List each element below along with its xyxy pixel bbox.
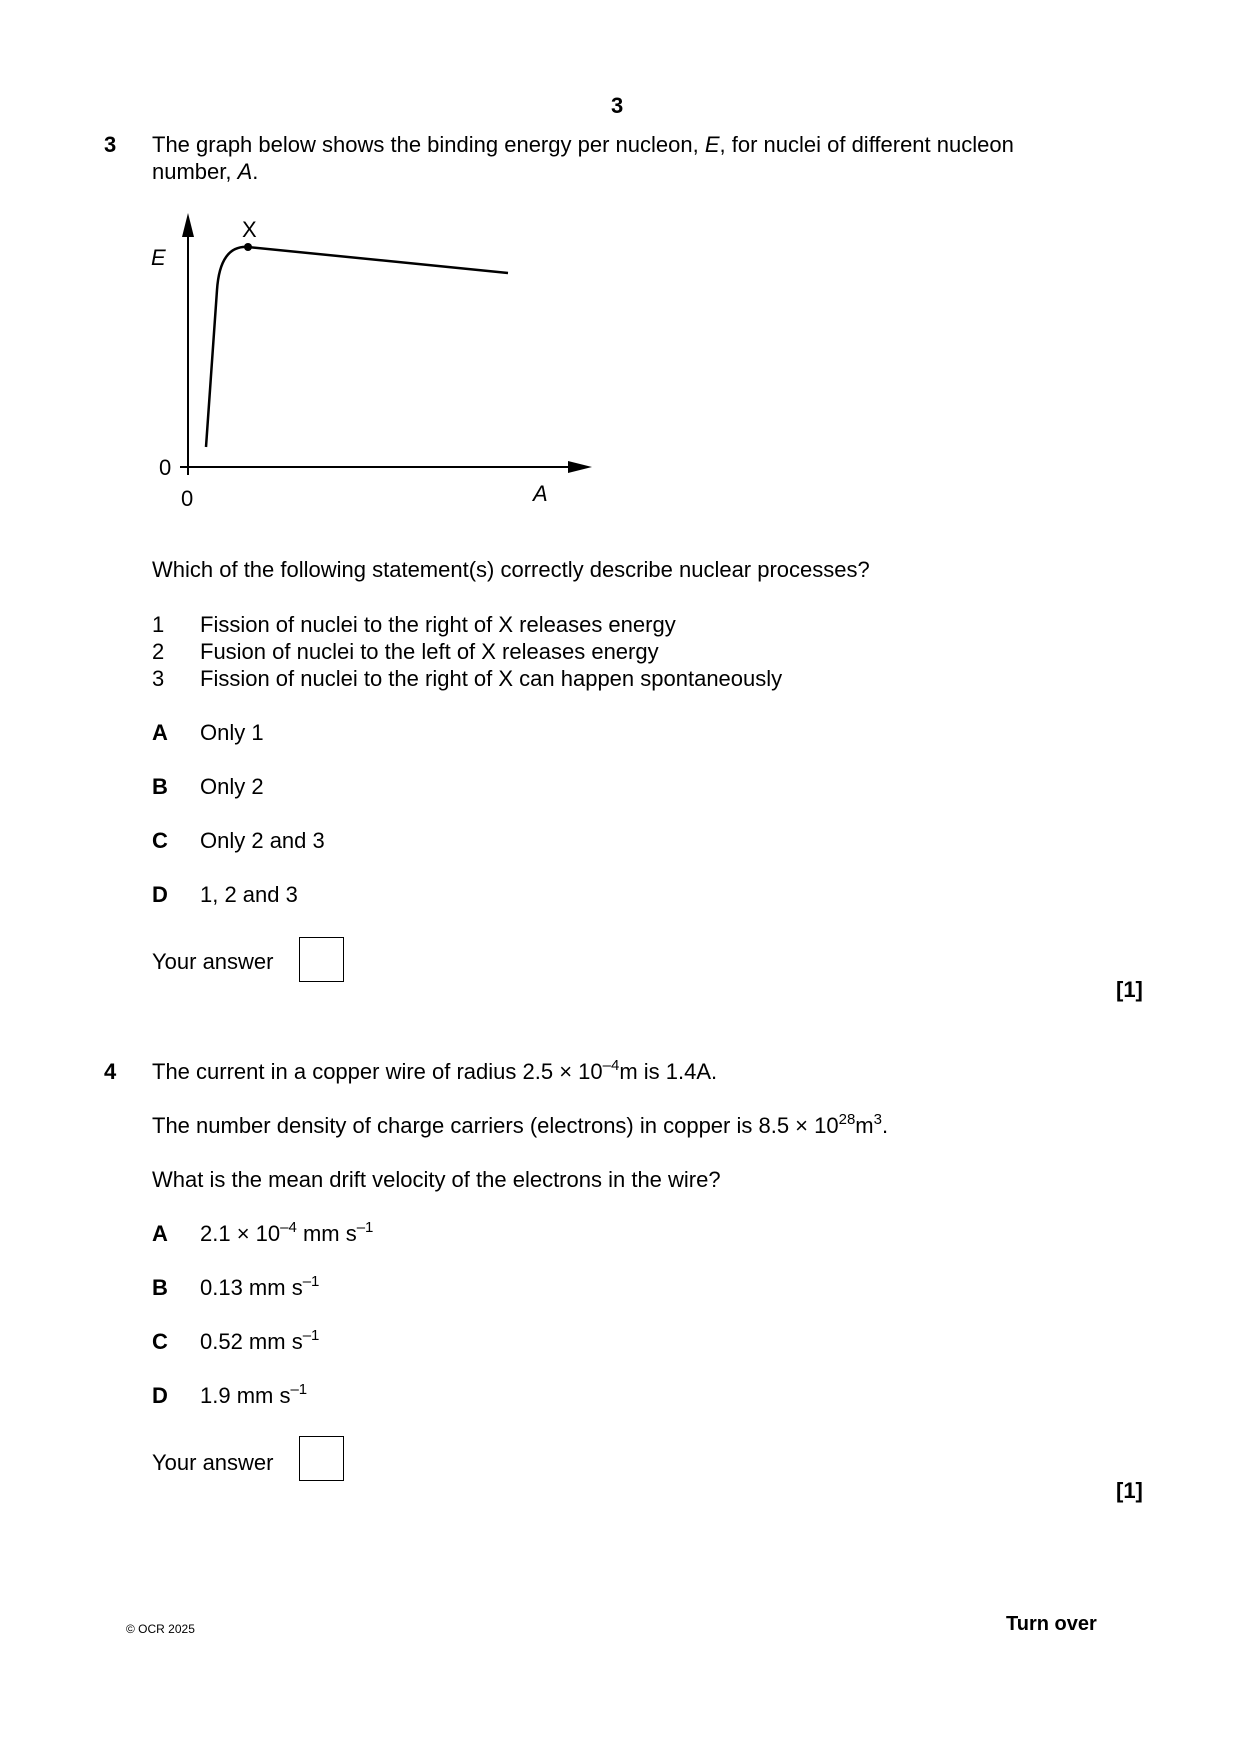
statement-text: Fission of nuclei to the right of X can happen spontaneously [200,666,783,691]
option-text: Only 1 [200,720,264,745]
copyright: © OCR 2025 [126,1622,195,1636]
exponent: 28 [838,1110,856,1128]
exponent: –1 [302,1272,320,1290]
option-text: Only 2 [200,774,264,799]
question-3-stem-line-2 [152,158,258,185]
x-axis-arrow-icon [568,461,592,473]
question-3-answer-box[interactable] [299,937,344,982]
answer-label: Your answer [152,1450,274,1475]
option-value: 0.13 mm s [200,1275,303,1300]
question-4-prompt: What is the mean drift velocity of the electrons in the wire? [152,1167,721,1192]
question-4-answer-box[interactable] [299,1436,344,1481]
question-3-marks: [1] [1116,977,1143,1002]
option-letter: D [152,1383,168,1408]
stem-symbol-e: E [704,132,720,157]
question-3-number: 3 [104,132,117,157]
x-origin-label: 0 [181,486,194,511]
statement-number: 1 [152,612,165,637]
statement-number: 3 [152,666,165,691]
option-letter: C [152,828,168,853]
option-letter: B [152,774,168,799]
question-3-prompt: Which of the following statement(s) correctly describe nuclear processes? [152,557,870,582]
exponent: –1 [290,1380,308,1398]
stem-text: The current in a copper wire of radius 2.5 × 10 [152,1059,603,1084]
stem-text: m [855,1113,874,1138]
option-value: 1.9 mm s [200,1383,291,1408]
exponent: –1 [302,1326,320,1344]
option-text [200,1274,319,1301]
point-x-label: X [242,217,257,242]
stem-text: , for nuclei of different nucleon [719,132,1014,157]
y-axis-label: E [151,245,166,270]
option-text: 1, 2 and 3 [200,882,298,907]
option-text [200,1328,319,1355]
option-text [200,1382,307,1409]
stem-text: m is 1.4A. [619,1059,718,1084]
stem-symbol-a: A [237,159,253,184]
question-4-line-2 [152,1112,888,1139]
stem-text: . [881,1113,889,1138]
statement-number: 2 [152,639,165,664]
point-x-marker [244,243,252,251]
option-letter: A [152,1221,168,1246]
y-origin-label: 0 [159,455,172,480]
stem-text: The graph below shows the binding energy per nucleon, [152,132,705,157]
exponent: –1 [356,1218,374,1236]
x-axis-label: A [533,481,548,506]
statement-text: Fission of nuclei to the right of X releases energy [200,612,676,637]
option-text [200,1220,373,1247]
stem-text: number, [152,159,238,184]
statement-text: Fusion of nuclei to the left of X releases energy [200,639,659,664]
question-4-number: 4 [104,1059,117,1084]
exponent: –4 [602,1056,620,1074]
question-3-stem-line-1 [152,131,1014,158]
option-text: Only 2 and 3 [200,828,325,853]
binding-energy-curve [206,247,508,447]
answer-label: Your answer [152,949,274,974]
y-axis-arrow-icon [182,213,194,237]
exponent: 3 [873,1110,882,1128]
exponent: –4 [280,1218,297,1236]
stem-text: . [252,159,259,184]
option-value: 0.52 mm s [200,1329,303,1354]
page-number: 3 [611,93,624,118]
stem-text: The number density of charge carriers (electrons) in copper is 8.5 × 10 [152,1113,839,1138]
option-value: 2.1 × 10 [200,1221,281,1246]
option-unit: mm s [296,1221,357,1246]
option-letter: D [152,882,168,907]
option-letter: B [152,1275,168,1300]
question-4-marks: [1] [1116,1478,1143,1503]
turn-over: Turn over [1006,1613,1097,1635]
option-letter: A [152,720,168,745]
binding-energy-graph [140,205,600,515]
option-letter: C [152,1329,168,1354]
question-4-line-1 [152,1058,717,1085]
